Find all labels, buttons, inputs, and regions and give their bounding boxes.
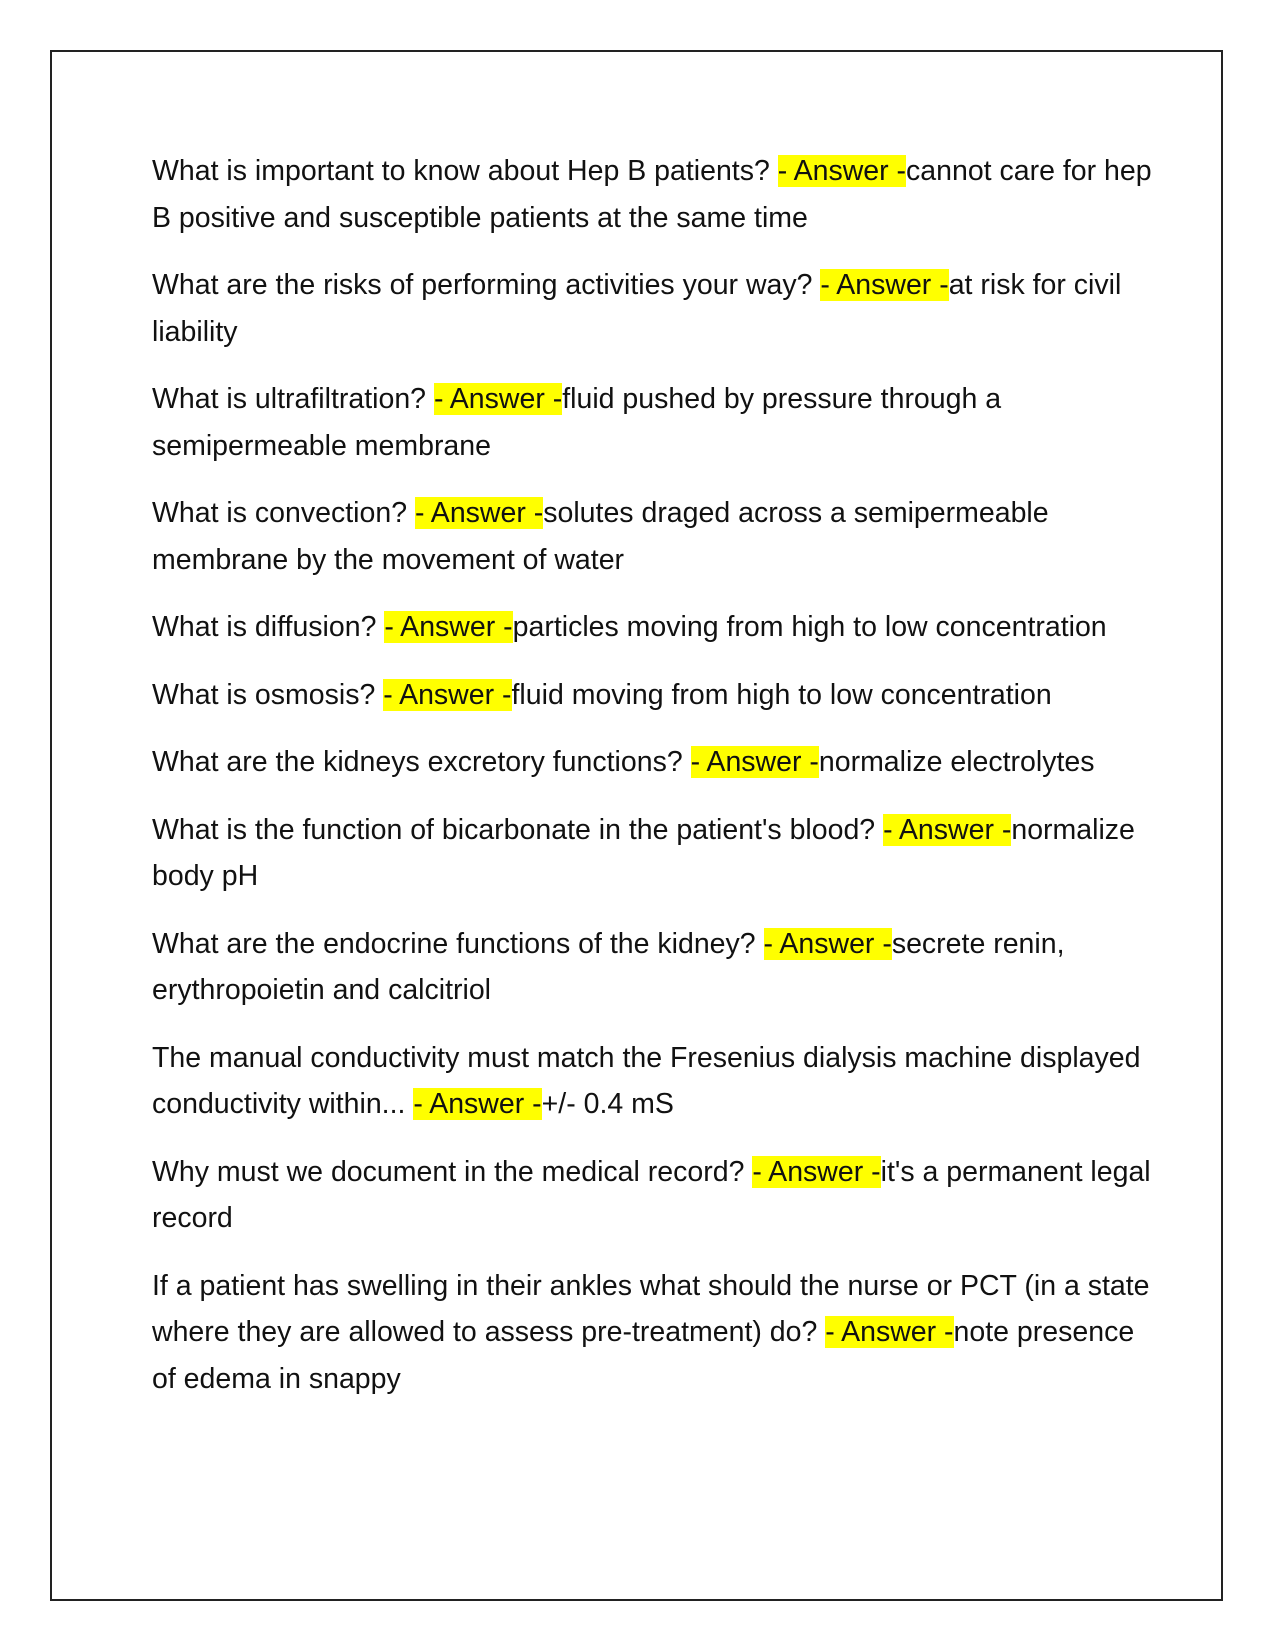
answer-text: secrete renin, erythropoietin and calcitriol (152, 927, 1065, 1006)
answer-text: +/- 0.4 mS (541, 1088, 674, 1120)
answer-marker: - Answer - (690, 746, 819, 778)
answer-text: normalize electrolytes (818, 746, 1095, 778)
answer-text: solutes draged across a semipermeable membrane by the movement of water (152, 497, 1049, 576)
qa-item-9 (152, 921, 1162, 1014)
question-text: What are the risks of performing activities your way? (152, 269, 821, 301)
question-text: What is the function of bicarbonate in the patient's blood? (152, 813, 884, 846)
question-text: What are the endocrine functions of the kidney? (152, 927, 764, 960)
qa-item-2 (152, 262, 1162, 355)
answer-marker: - Answer - (752, 1155, 881, 1188)
answer-marker: - Answer - (883, 813, 1012, 846)
answer-text: particles moving from high to low concentration (512, 611, 1107, 643)
qa-item-4 (152, 490, 1162, 583)
answer-marker: - Answer - (413, 1088, 542, 1120)
answer-text: fluid pushed by pressure through a semipermeable membrane (152, 383, 1002, 462)
question-text: Why must we document in the medical record? (152, 1155, 753, 1188)
answer-marker: - Answer - (777, 155, 907, 187)
question-text: If a patient has swelling in their ankles what should the nurse or PCT (in a state where they are allowed to assess pre-treatment) do? (152, 1269, 1150, 1348)
qa-item-10 (152, 1035, 1162, 1128)
answer-marker: - Answer - (414, 497, 544, 529)
answer-marker: - Answer - (825, 1316, 954, 1348)
answer-marker: - Answer - (763, 927, 892, 960)
answer-marker: - Answer - (383, 678, 512, 711)
answer-text: it's a permanent legal record (152, 1155, 1151, 1234)
question-text: The manual conductivity must match the Fresenius dialysis machine displayed conductivity within... (152, 1041, 1141, 1120)
qa-item-6 (152, 672, 1162, 719)
page-border (50, 50, 1223, 1601)
qa-item-12 (152, 1263, 1162, 1403)
qa-list (152, 148, 1162, 1423)
answer-marker: - Answer - (820, 269, 949, 301)
qa-item-11 (152, 1149, 1162, 1242)
question-text: What is diffusion? (152, 611, 385, 643)
qa-item-8 (152, 807, 1162, 900)
question-text: What is convection? (152, 497, 415, 529)
qa-item-5 (152, 604, 1162, 651)
question-text: What is ultrafiltration? (152, 383, 434, 415)
question-text: What is osmosis? (152, 678, 384, 711)
qa-item-3 (152, 376, 1162, 469)
answer-text: note presence of edema in snappy (152, 1316, 1135, 1395)
answer-text: at risk for civil liability (152, 269, 1122, 348)
answer-text: fluid moving from high to low concentration (511, 678, 1052, 711)
question-text: What is important to know about Hep B patients? (152, 155, 778, 187)
qa-item-1 (152, 148, 1162, 241)
question-text: What are the kidneys excretory functions? (152, 746, 691, 778)
answer-marker: - Answer - (433, 383, 563, 415)
answer-marker: - Answer - (384, 611, 513, 643)
answer-text: normalize body pH (152, 813, 1135, 892)
qa-item-7 (152, 739, 1162, 786)
answer-text: cannot care for hep B positive and susceptible patients at the same time (152, 155, 1152, 234)
